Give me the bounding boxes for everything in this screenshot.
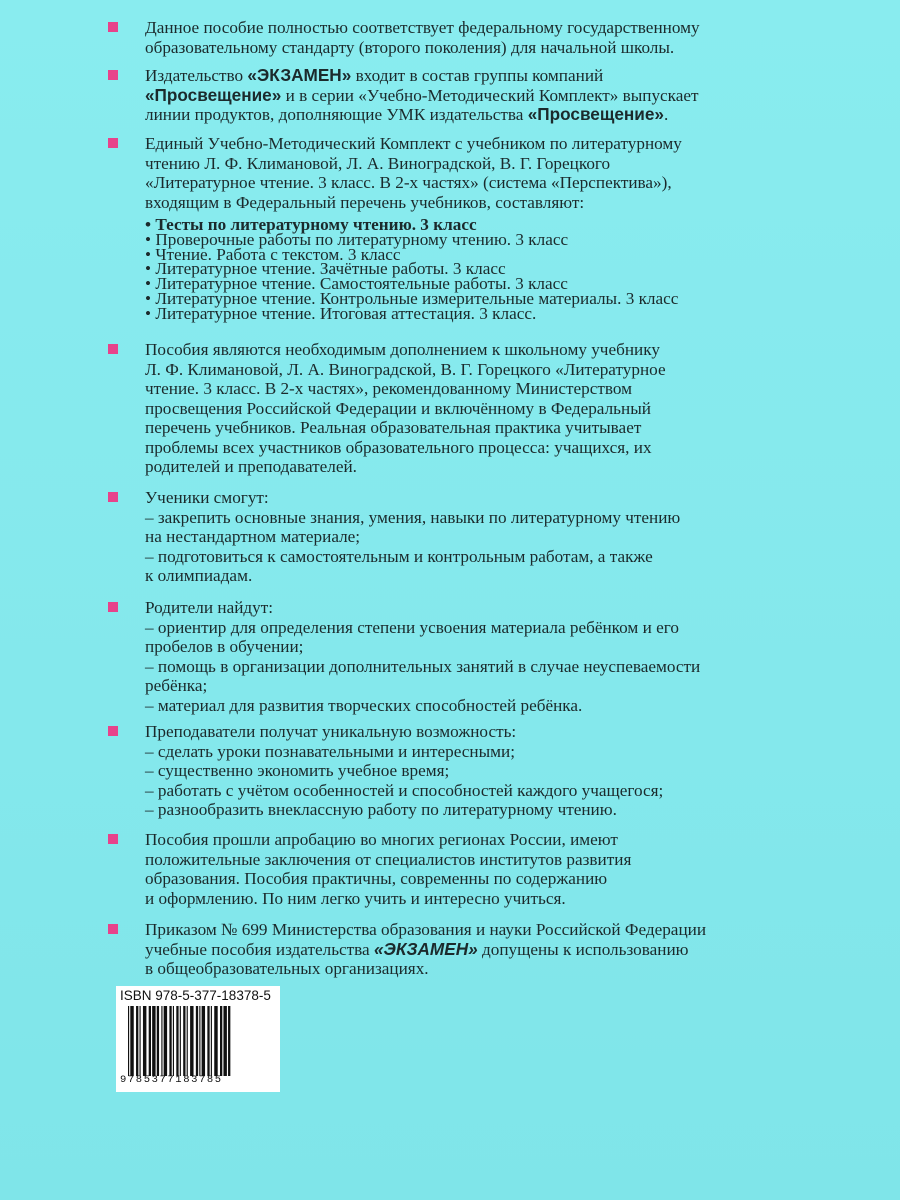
isbn-label: ISBN 978-5-377-18378-5: [120, 988, 271, 1003]
section-complex: [116, 134, 836, 322]
text-line: Единый Учебно-Методический Комплект с учебником по литературному: [145, 134, 682, 153]
text-line: чтению Л. Ф. Климановой, Л. А. Виноградской, В. Г. Горецкого: [145, 153, 611, 173]
text-line: – разнообразить внеклассную работу по литературному чтению.: [145, 800, 617, 819]
text-line: – закрепить основные знания, умения, навыки по литературному чтению: [145, 507, 681, 527]
barcode-bars: [126, 1006, 276, 1076]
text-line: – подготовиться к самостоятельным и контрольным работам, а также: [145, 546, 653, 566]
list-item: • Литературное чтение. Самостоятельные работы. 3 класс: [145, 274, 568, 294]
text-line: – материал для развития творческих способностей ребёнка.: [145, 695, 583, 715]
section-order: [116, 920, 836, 979]
text-line: – существенно экономить учебное время;: [145, 761, 450, 780]
text-line: Л. Ф. Климановой, Л. А. Виноградской, В. Г. Горецкого «Литературное: [145, 359, 666, 379]
bullet-icon: [108, 344, 118, 354]
section-students: [116, 488, 836, 586]
section-parents: [116, 598, 836, 715]
list-item: • Проверочные работы по литературному чтению. 3 класс: [145, 229, 569, 249]
list-item: • Тесты по литературному чтению. 3 класс: [145, 215, 477, 234]
text-line: Преподаватели получат уникальную возможность:: [145, 722, 517, 741]
text-line: проблемы всех участников образовательного процесса: учащихся, их: [145, 437, 652, 457]
section-publisher: [116, 66, 836, 125]
text-line: Приказом № 699 Министерства образования и науки Российской Федерации: [145, 920, 707, 939]
text-line: – работать с учётом особенностей и способностей каждого учащегося;: [145, 780, 664, 800]
text-line: – помощь в организации дополнительных занятий в случае неуспеваемости: [145, 656, 701, 676]
isbn-barcode: [116, 986, 280, 1092]
section-teachers: [116, 722, 836, 820]
list-item: • Литературное чтение. Итоговая аттестация. 3 класс.: [145, 303, 537, 323]
section-supplement: [116, 340, 836, 477]
text-line: родителей и преподавателей.: [145, 457, 357, 476]
text-line: – сделать уроки познавательными и интересными;: [145, 741, 515, 761]
section-approval: [116, 830, 836, 908]
text-line: к олимпиадам.: [145, 566, 253, 585]
bullet-icon: [108, 924, 118, 934]
bullet-icon: [108, 726, 118, 736]
section-standard: [116, 18, 836, 57]
text-line: Ученики смогут:: [145, 488, 269, 507]
text-line: «Литературное чтение. 3 класс. В 2-х частях» (система «Перспектива»),: [145, 173, 672, 192]
text-line: – ориентир для определения степени усвоения материала ребёнком и его: [145, 617, 679, 637]
bullet-icon: [108, 602, 118, 612]
product-list: [145, 215, 836, 323]
list-item: • Литературное чтение. Контрольные измерительные материалы. 3 класс: [145, 288, 679, 308]
barcode-digits: 9785377183785: [120, 1074, 223, 1086]
text-line: входящим в Федеральный перечень учебников, составляют:: [145, 192, 585, 212]
text-line: Пособия являются необходимым дополнением к школьному учебнику: [145, 340, 660, 359]
bullet-icon: [108, 138, 118, 148]
text-line: Пособия прошли апробацию во многих регионах России, имеют: [145, 830, 618, 849]
text-line: Издательство «ЭКЗАМЕН» входит в состав группы компаний: [145, 65, 604, 85]
text-line: Родители найдут:: [145, 598, 274, 617]
text-line: образовательному стандарту (второго поколения) для начальной школы.: [145, 37, 675, 57]
text-line: линии продуктов, дополняющие УМК издательства «Просвещение».: [145, 104, 669, 124]
text-line: чтение. 3 класс. В 2-х частях», рекомендованному Министерством: [145, 379, 633, 398]
text-line: Данное пособие полностью соответствует федеральному государственному: [145, 18, 700, 37]
bullet-icon: [108, 492, 118, 502]
text-line: на нестандартном материале;: [145, 527, 361, 546]
barcode-icon: [126, 1006, 276, 1076]
text-line: ребёнка;: [145, 676, 208, 695]
text-line: перечень учебников. Реальная образовательная практика учитывает: [145, 418, 642, 437]
bullet-icon: [108, 22, 118, 32]
text-line: в общеобразовательных организациях.: [145, 959, 429, 978]
bullet-icon: [108, 834, 118, 844]
text-line: образования. Пособия практичны, современны по содержанию: [145, 869, 608, 888]
list-item: • Литературное чтение. Зачётные работы. 3 класс: [145, 259, 506, 279]
list-item: • Чтение. Работа с текстом. 3 класс: [145, 244, 401, 264]
text-line: положительные заключения от специалистов институтов развития: [145, 849, 632, 869]
text-line: просвещения Российской Федерации и включённому в Федеральный: [145, 398, 651, 418]
text-line: «Просвещение» и в серии «Учебно-Методический Комплект» выпускает: [145, 84, 699, 105]
text-line: пробелов в обучении;: [145, 637, 304, 656]
bullet-icon: [108, 70, 118, 80]
text-line: учебные пособия издательства «ЭКЗАМЕН» допущены к использованию: [145, 938, 689, 959]
text-line: и оформлению. По ним легко учить и интересно учиться.: [145, 888, 566, 908]
